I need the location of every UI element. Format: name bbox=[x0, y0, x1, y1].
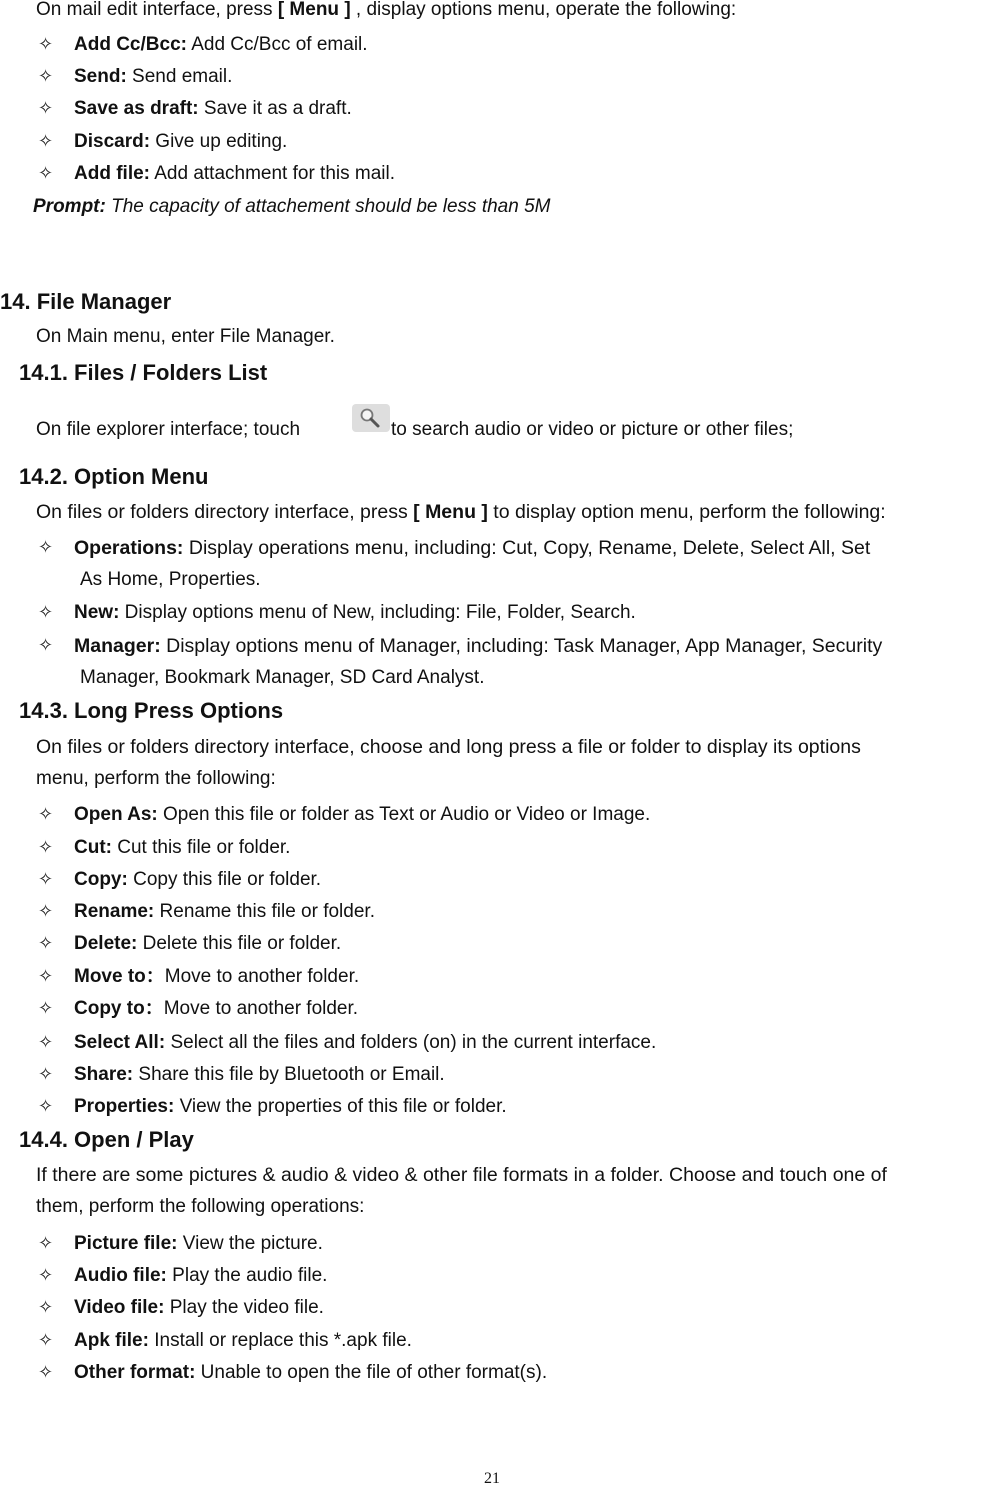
bullet-diamond-icon: ✧ bbox=[38, 635, 54, 656]
mail-intro: On mail edit interface, press [ Menu ] , display options menu, operate the following: bbox=[36, 0, 737, 20]
list-item: Apk file: Install or replace this *.apk file. bbox=[74, 1330, 412, 1351]
list-item: Video file: Play the video file. bbox=[74, 1297, 324, 1318]
bullet-diamond-icon: ✧ bbox=[38, 34, 54, 55]
bullet-diamond-icon: ✧ bbox=[38, 163, 54, 184]
bullet-diamond-icon: ✧ bbox=[38, 837, 54, 858]
subsection-heading: 14.1. Files / Folders List bbox=[19, 360, 268, 385]
bullet-diamond-icon: ✧ bbox=[38, 1096, 54, 1117]
list-item: Audio file: Play the audio file. bbox=[74, 1265, 328, 1286]
bullet-diamond-icon: ✧ bbox=[38, 966, 54, 987]
subsection-heading: 14.3. Long Press Options bbox=[19, 698, 284, 723]
bullet-diamond-icon: ✧ bbox=[38, 602, 54, 623]
bullet-diamond-icon: ✧ bbox=[38, 1297, 54, 1318]
list-item: Add Cc/Bcc: Add Cc/Bcc of email. bbox=[74, 34, 368, 55]
search-text-after: to search audio or video or picture or other files; bbox=[391, 419, 794, 440]
subsection-intro: menu, perform the following: bbox=[36, 768, 276, 789]
bullet-diamond-icon: ✧ bbox=[38, 1064, 54, 1085]
prompt-note: Prompt: The capacity of attachement should be less than 5M bbox=[33, 196, 551, 217]
list-item: Move to：Move to another folder. bbox=[74, 966, 360, 987]
bullet-diamond-icon: ✧ bbox=[38, 98, 54, 119]
bullet-diamond-icon: ✧ bbox=[38, 537, 54, 558]
bullet-diamond-icon: ✧ bbox=[38, 901, 54, 922]
list-item: Cut: Cut this file or folder. bbox=[74, 837, 291, 858]
section-heading: 14. File Manager bbox=[0, 289, 172, 314]
list-item: Rename: Rename this file or folder. bbox=[74, 901, 375, 922]
page-number: 21 bbox=[484, 1470, 500, 1487]
bullet-diamond-icon: ✧ bbox=[38, 131, 54, 152]
bullet-diamond-icon: ✧ bbox=[38, 66, 54, 87]
list-item: New: Display options menu of New, including: File, Folder, Search. bbox=[74, 602, 636, 623]
section-intro: On Main menu, enter File Manager. bbox=[36, 326, 335, 347]
list-item: Other format: Unable to open the file of other format(s). bbox=[74, 1362, 548, 1383]
list-item: Picture file: View the picture. bbox=[74, 1233, 323, 1254]
list-item: Open As: Open this file or folder as Text or Audio or Video or Image. bbox=[74, 804, 651, 825]
list-item-continuation: As Home, Properties. bbox=[80, 569, 261, 590]
bullet-diamond-icon: ✧ bbox=[38, 1330, 54, 1351]
list-item: Copy: Copy this file or folder. bbox=[74, 869, 322, 890]
bullet-diamond-icon: ✧ bbox=[38, 1362, 54, 1383]
bullet-diamond-icon: ✧ bbox=[38, 804, 54, 825]
bullet-diamond-icon: ✧ bbox=[38, 1265, 54, 1286]
subsection-intro: On files or folders directory interface, press [ Menu ] to display option menu, perform the following: bbox=[36, 501, 886, 523]
search-icon bbox=[352, 404, 390, 432]
subsection-heading: 14.4. Open / Play bbox=[19, 1127, 194, 1152]
list-item-continuation: Manager, Bookmark Manager, SD Card Analyst. bbox=[80, 667, 485, 688]
bullet-diamond-icon: ✧ bbox=[38, 998, 54, 1019]
list-item: Send: Send email. bbox=[74, 66, 233, 87]
list-item: Delete: Delete this file or folder. bbox=[74, 933, 342, 954]
list-item: Select All: Select all the files and folders (on) in the current interface. bbox=[74, 1032, 657, 1053]
subsection-intro: On files or folders directory interface, choose and long press a file or folder to display its options bbox=[36, 736, 861, 758]
list-item: Operations: Display operations menu, including: Cut, Copy, Rename, Delete, Select All, Set bbox=[74, 537, 871, 559]
subsection-heading: 14.2. Option Menu bbox=[19, 464, 209, 489]
bullet-diamond-icon: ✧ bbox=[38, 1032, 54, 1053]
subsection-intro: them, perform the following operations: bbox=[36, 1196, 365, 1217]
list-item: Copy to：Move to another folder. bbox=[74, 998, 359, 1019]
list-item: Manager: Display options menu of Manager, including: Task Manager, App Manager, Security bbox=[74, 635, 883, 657]
bullet-diamond-icon: ✧ bbox=[38, 1233, 54, 1254]
search-text-before: On file explorer interface; touch bbox=[36, 419, 301, 440]
list-item: Discard: Give up editing. bbox=[74, 131, 288, 152]
bullet-diamond-icon: ✧ bbox=[38, 933, 54, 954]
list-item: Save as draft: Save it as a draft. bbox=[74, 98, 352, 119]
list-item: Properties: View the properties of this file or folder. bbox=[74, 1096, 507, 1117]
bullet-diamond-icon: ✧ bbox=[38, 869, 54, 890]
list-item: Add file: Add attachment for this mail. bbox=[74, 163, 396, 184]
subsection-intro: If there are some pictures & audio & video & other file formats in a folder. Choose and touch one of bbox=[36, 1164, 887, 1186]
list-item: Share: Share this file by Bluetooth or Email. bbox=[74, 1064, 445, 1085]
